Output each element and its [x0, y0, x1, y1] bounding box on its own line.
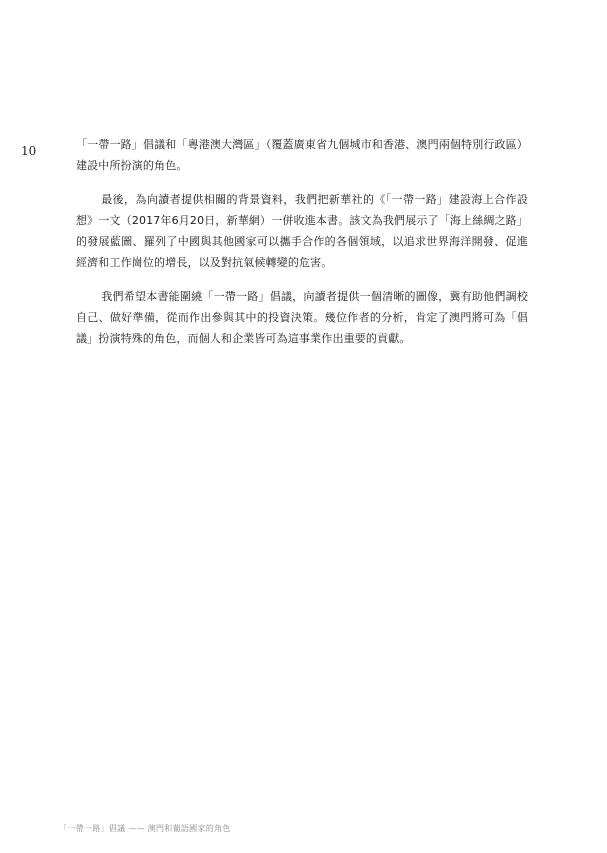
running-footer: 「一帶一路」倡議 —— 澳門和葡語國家的角色	[59, 824, 231, 833]
paragraph-background: 最後，為向讀者提供相關的背景資料，我們把新華社的《「一帶一路」建設海上合作設想》一文（2017年6月20日，新華網）一併收進本書。該文為我們展示了「海上絲綢之路」的發展藍圖、羅列了中國與其他國家可以攜手合作的各個領域，以追求世界海洋開發、促進經濟和工作崗位的增長，以及對抗氣候轉變的危害。	[76, 193, 528, 269]
page-number: 10	[21, 144, 37, 158]
paragraph-closing: 我們希望本書能圍繞「一帶一路」倡議，向讀者提供一個清晰的圖像，冀有助他們調校自己、做好準備，從而作出參與其中的投資決策。幾位作者的分析，肯定了澳門將可為「倡議」扮演特殊的角色，而個人和企業皆可為這事業作出重要的貢獻。	[76, 290, 528, 345]
body-text	[76, 134, 528, 362]
paragraph-continuation: 「一帶一路」倡議和「粵港澳大灣區」（覆蓋廣東省九個城市和香港、澳門兩個特別行政區）建設中所扮演的角色。	[76, 138, 528, 172]
